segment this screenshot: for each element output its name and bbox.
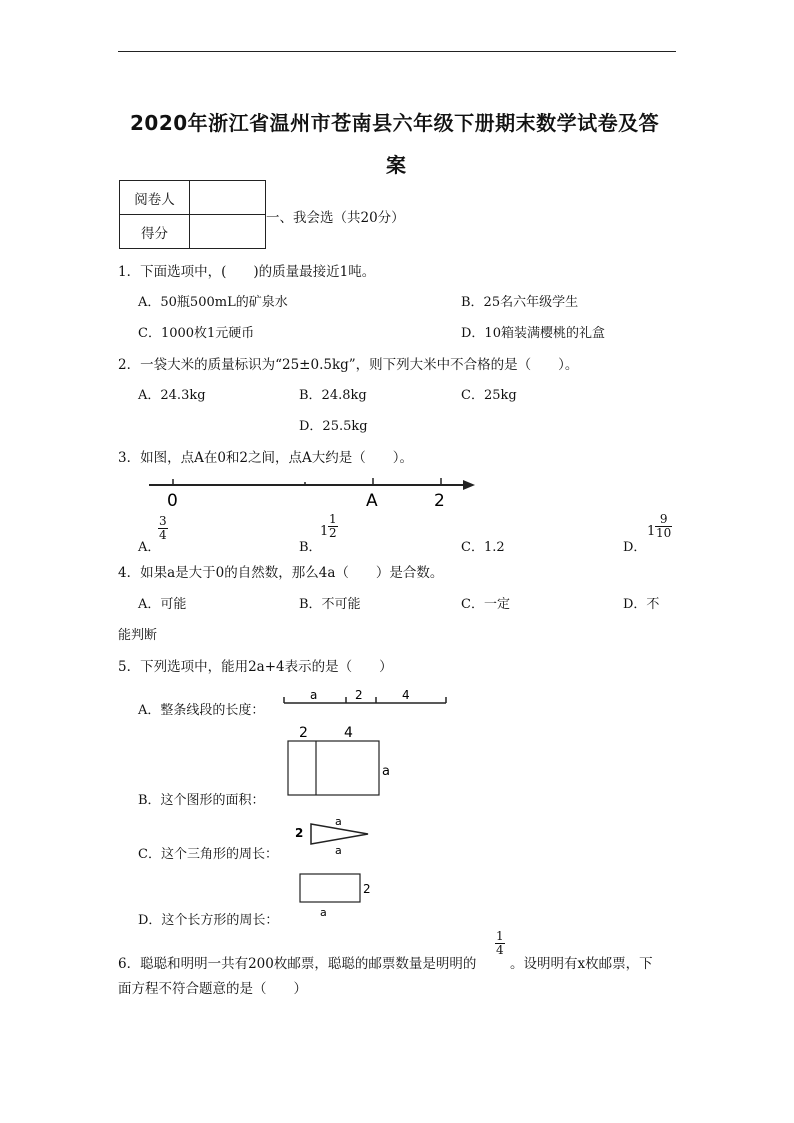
number-line-figure bbox=[145, 474, 480, 512]
perimeter-rect bbox=[300, 874, 360, 902]
q4-option-b: B．不可能 bbox=[299, 597, 361, 612]
reviewer-field bbox=[190, 181, 266, 215]
q3-d-numerator: 9 bbox=[655, 513, 672, 527]
rectangle-area-figure bbox=[282, 723, 394, 799]
number-line-arrow bbox=[463, 480, 475, 490]
score-field bbox=[190, 215, 266, 249]
q1-option-a: A．50瓶500mL的矿泉水 bbox=[138, 295, 288, 310]
q3-option-d-label: D． bbox=[623, 540, 647, 555]
q1-option-c: C．1000枚1元硬币 bbox=[138, 326, 255, 341]
exam-title-line2: 案 bbox=[386, 153, 407, 177]
q5-option-c: C．这个三角形的周长： bbox=[138, 847, 278, 862]
area-label-4: 4 bbox=[344, 725, 353, 741]
triangle-label-a-bottom: a bbox=[335, 844, 342, 856]
grader-table bbox=[119, 180, 266, 249]
q3-option-b-label: B． bbox=[299, 540, 322, 555]
q4-text: 4．如果a是大于0的自然数，那么4a（ ）是合数。 bbox=[118, 565, 444, 581]
label-a: A bbox=[366, 491, 378, 511]
area-rect bbox=[288, 741, 379, 795]
q5-option-b: B．这个图形的面积： bbox=[138, 793, 265, 808]
label-zero: 0 bbox=[167, 491, 178, 511]
segment-label-2: 2 bbox=[355, 688, 363, 702]
area-label-a: a bbox=[382, 764, 390, 779]
q2-option-a: A．24.3kg bbox=[138, 388, 206, 403]
triangle-label-2: 2 bbox=[295, 826, 304, 840]
q3-b-denominator: 2 bbox=[329, 526, 337, 540]
q6-text-line2: 面方程不符合题意的是（ ） bbox=[118, 981, 307, 997]
q6-text-after: 。设明明有x枚邮票，下 bbox=[510, 956, 653, 972]
q5-option-a: A．整条线段的长度： bbox=[138, 703, 265, 718]
q6-denominator: 4 bbox=[496, 943, 504, 957]
q6-text-before: 6．聪聪和明明一共有200枚邮票，聪聪的邮票数量是明明的 bbox=[118, 956, 477, 972]
q4-option-d: D．不 bbox=[623, 597, 660, 612]
label-two: 2 bbox=[434, 491, 445, 511]
q6-numerator: 1 bbox=[496, 929, 504, 943]
area-label-2: 2 bbox=[299, 725, 308, 741]
q3-text: 3．如图，点A在0和2之间，点A大约是（ ）。 bbox=[118, 450, 414, 466]
q4-option-a: A．可能 bbox=[138, 597, 187, 612]
q3-option-c: C．1.2 bbox=[461, 540, 505, 555]
q2-text: 2．一袋大米的质量标识为“25±0.5kg”，则下列大米中不合格的是（ ）。 bbox=[118, 357, 579, 373]
triangle-label-a-top: a bbox=[335, 815, 342, 828]
q2-option-c: C．25kg bbox=[461, 388, 517, 403]
q1-text: 1．下面选项中，( )的质量最接近1吨。 bbox=[118, 264, 376, 280]
q3-option-a-fraction bbox=[158, 515, 168, 542]
q3-a-numerator: 3 bbox=[159, 514, 167, 528]
q3-b-whole: 1 bbox=[320, 524, 329, 539]
q3-d-whole: 1 bbox=[647, 524, 656, 539]
section-heading: 一、我会选（共20分） bbox=[266, 210, 405, 226]
q3-option-b-fraction bbox=[328, 513, 338, 540]
q4-option-c: C．一定 bbox=[461, 597, 510, 612]
q2-option-d: D．25.5kg bbox=[299, 419, 368, 434]
exam-title-line1: 2020年浙江省温州市苍南县六年级下册期末数学试卷及答 bbox=[130, 111, 660, 135]
q1-option-d: D．10箱装满樱桃的礼盒 bbox=[461, 326, 605, 341]
segment-figure bbox=[280, 683, 450, 711]
perimeter-label-a: a bbox=[320, 906, 327, 919]
q3-a-denominator: 4 bbox=[159, 528, 167, 542]
q3-option-a-label: A． bbox=[138, 540, 161, 555]
q4-option-d-continued: 能判断 bbox=[118, 628, 158, 643]
reviewer-label: 阅卷人 bbox=[120, 181, 190, 215]
q3-d-denominator: 10 bbox=[656, 526, 672, 540]
header-rule bbox=[118, 51, 676, 52]
q3-b-numerator: 1 bbox=[329, 512, 337, 526]
segment-label-4: 4 bbox=[402, 688, 410, 702]
score-label: 得分 bbox=[120, 215, 190, 249]
segment-label-a: a bbox=[310, 688, 318, 702]
q2-option-b: B．24.8kg bbox=[299, 388, 367, 403]
q6-fraction bbox=[495, 930, 505, 957]
q3-option-d-fraction bbox=[655, 513, 672, 540]
rectangle-perimeter-figure bbox=[296, 870, 376, 920]
q1-option-b: B．25名六年级学生 bbox=[461, 295, 579, 310]
triangle-figure bbox=[292, 814, 374, 856]
q5-text: 5．下列选项中，能用2a+4表示的是（ ） bbox=[118, 659, 393, 675]
q5-option-d: D．这个长方形的周长： bbox=[138, 913, 279, 928]
perimeter-label-2: 2 bbox=[363, 882, 371, 896]
